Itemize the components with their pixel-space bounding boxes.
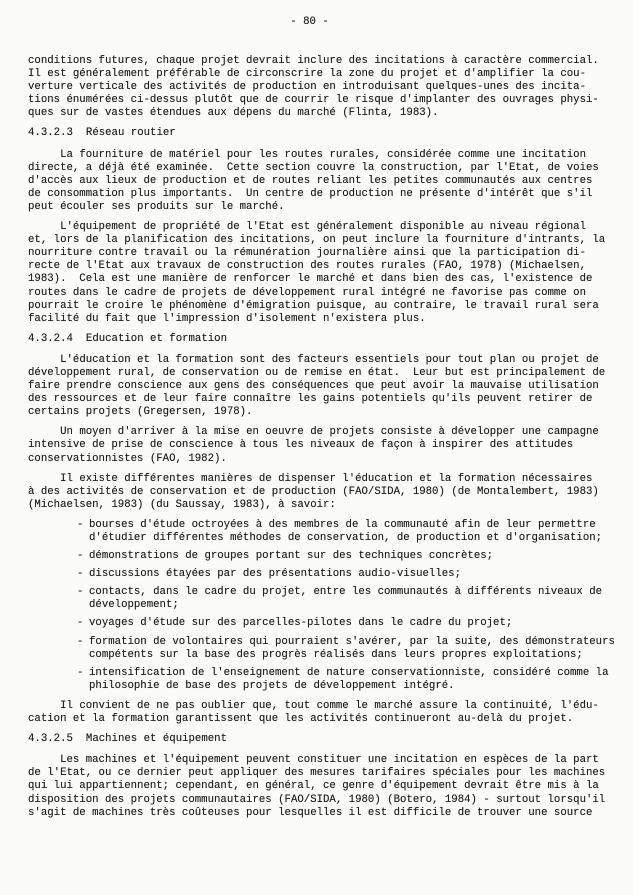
section-heading-machines-equipment	[28, 733, 628, 746]
dash-bullet-icon: -	[77, 550, 84, 563]
document-content	[28, 55, 628, 827]
section-number: 4.3.2.4	[28, 332, 73, 345]
bullet-text: voyages d'étude sur des parcelles-pilotes dans le cadre du projet;	[89, 617, 513, 630]
paragraph: Il existe différentes manières de dispenser l'éducation et la formation nécessaires à des activités de conservation et de production (FAO/SIDA, 1980) (de Montalembert, 1983) (Michaelsen, 1983) (du Saussay, 1983), à savoir:	[28, 472, 599, 511]
paragraph: Il convient de ne pas oublier que, tout comme le marché assure la continuité, l'édu- cation et la formation garantissent que les activités continueront au-delà du projet.	[28, 699, 599, 726]
bullet-text: démonstrations de groupes portant sur des techniques concrètes;	[89, 550, 494, 563]
section-title: Réseau routier	[85, 127, 176, 140]
list-item	[77, 636, 628, 662]
intro-paragraph: conditions futures, chaque projet devrait inclure des incitations à caractère commercial. Il est généralement préférable de circonscrire la zone du projet et d'amplifier la cou- verture verticale des activités de production en introduisant quelques-unes des incita- tions énumérées ci-dessus plutôt que de courrir le risque d'implanter des ouvrages physi- ques sur de vastes étendues aux dépens du marché (Flinta, 1983).	[28, 55, 599, 120]
list-item	[77, 568, 628, 581]
bullet-text: formation de volontaires qui pourraient s'avérer, par la suite, des démonstrateurs compétents sur la base des progrès réalisés dans leurs propres exploitations;	[89, 635, 615, 661]
paragraph: L'éducation et la formation sont des facteurs essentiels pour tout plan ou projet de développement rural, de conservation ou de remise en état. Leur but est principalement de faire prendre conscience aux gens des conséquences que peut avoir la mauvaise utilisation des ressources et de leur faire connaître les gains potentiels qu'ils peuvent retirer de certains projets (Gregersen, 1978).	[28, 353, 606, 419]
bullet-text: bourses d'étude octroyées à des membres de la communauté afin de leur permettre d'étudier différentes méthodes de conservation, de production et d'organisation;	[89, 518, 603, 544]
paragraph: Les machines et l'équipement peuvent constituer une incitation en espèces de la part de l'Etat, ou ce dernier peut appliquer des mesures tarifaires spéciales pour les machines qui lui appartiennent; cependant, en général, ce genre d'équipement devrait être mis à la disposition des projets communautaires (FAO/SIDA, 1980) (Botero, 1984) - surtout lorsqu'il s'agit de machines très coûteuses pour lesquelles il est difficile de trouver une source	[28, 754, 606, 819]
list-item	[77, 519, 628, 545]
paragraph: La fourniture de matériel pour les routes rurales, considérée comme une incitation directe, a déjà été examinée. Cette section couvre la construction, par l'Etat, de voies d'accès aux lieux de production et de routes reliant les petites communautés aux centres de consommation plus importants. Un centre de production ne présente d'intérêt que s'il peut écouler ses produits sur le marché.	[28, 148, 599, 213]
section-number: 4.3.2.3	[28, 127, 73, 140]
bullet-text: discussions étayées par des présentations audio-visuelles;	[89, 568, 461, 581]
paragraph: Un moyen d'arriver à la mise en oeuvre de projets consiste à développer une campagne intensive de prise de conscience à tous les niveaux de façon à inspirer des attitudes conservationnistes (FAO, 1982).	[28, 426, 599, 465]
page-number: - 80 -	[290, 16, 329, 28]
section-title: Education et formation	[85, 332, 228, 345]
list-item	[77, 617, 628, 630]
bullet-text: contacts, dans le cadre du projet, entre les communautés à différents niveaux de développement;	[89, 586, 603, 612]
bullet-list	[28, 519, 628, 693]
dash-bullet-icon: -	[77, 617, 84, 630]
section-heading-road-network	[28, 127, 628, 140]
section-heading-education-training	[28, 333, 628, 346]
dash-bullet-icon: -	[77, 586, 84, 599]
section-number: 4.3.2.5	[28, 733, 73, 746]
dash-bullet-icon: -	[77, 518, 84, 531]
list-item	[77, 550, 628, 563]
dash-bullet-icon: -	[77, 635, 84, 648]
section-title: Machines et équipement	[85, 733, 228, 746]
dash-bullet-icon: -	[77, 666, 84, 679]
list-item	[77, 667, 628, 693]
bullet-text: intensification de l'enseignement de nature conservationniste, considéré comme la philosophie de base des projets de développement intégré.	[89, 666, 609, 692]
list-item	[77, 586, 628, 612]
paragraph: L'équipement de propriété de l'Etat est généralement disponible au niveau régional et, lors de la planification des incitations, on peut inclure la fourniture d'intrants, la nourriture contre travail ou la rémunération journalière ainsi que la participation di- recte de l'Etat aux travaux de construction des routes rurales (FAO, 1978) (Michaelsen, 1983). Cela est une manière de renforcer le marché et dans bien des cas, l'existence de routes dans le cadre de projets de développement rural intégré ne favorise pas comme on pourrait le croire le phénomène d'émigration puisque, au contraire, le travail rural sera facilité du fait que l'impression d'isolement n'existera plus.	[28, 221, 606, 325]
dash-bullet-icon: -	[77, 568, 84, 581]
